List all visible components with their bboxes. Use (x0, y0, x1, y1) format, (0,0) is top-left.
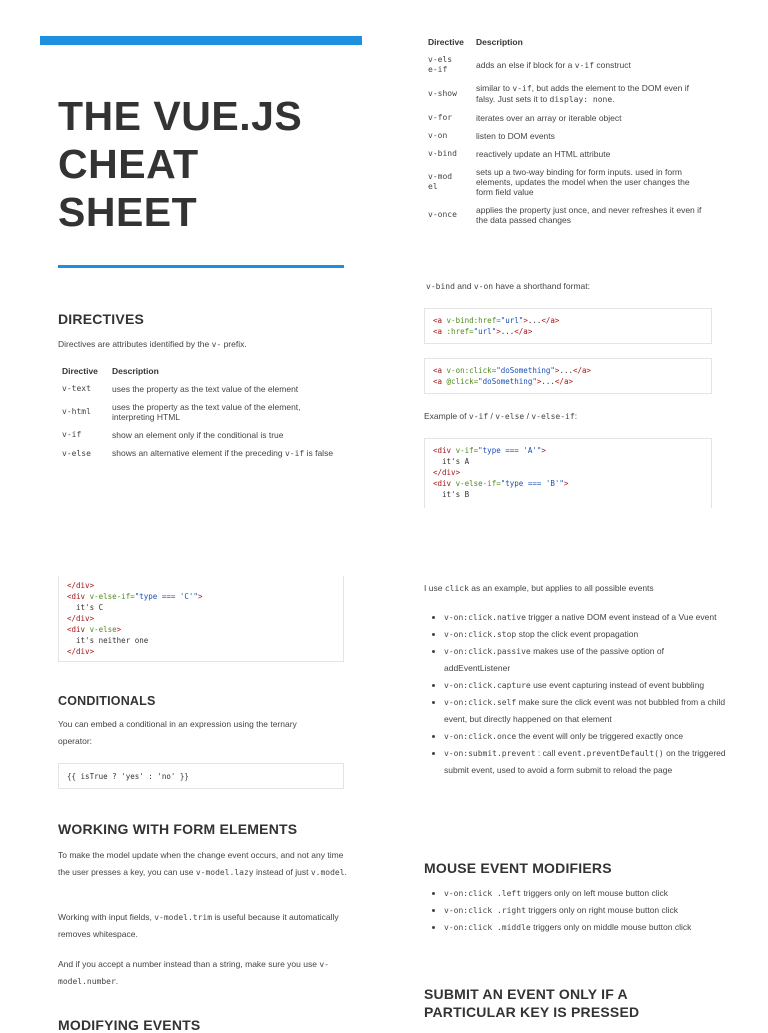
item-text: makes use of the passive option of addEventListener (444, 646, 664, 673)
item-code: v-on:click .left (444, 889, 522, 898)
item-text: trigger a native DOM event instead of a Vue event (528, 612, 717, 622)
code-line: </div> (67, 647, 95, 656)
directives-intro (58, 336, 247, 353)
directive-text: v-else-if (428, 55, 453, 74)
page-title (58, 92, 358, 236)
item-code: v-on:click .middle (444, 923, 531, 932)
item-text: the event will only be triggered exactly once (518, 731, 684, 741)
item-text: make sure the click event was not bubbled from a child event, but directly happened on that element (444, 697, 726, 724)
table-row (428, 109, 712, 127)
list-item (444, 694, 730, 728)
directive-text: v-model (428, 172, 453, 191)
desc-text-after: . (612, 94, 615, 104)
example-sep-1: / (490, 411, 493, 421)
item-code: v-on:click.capture (444, 681, 531, 690)
intro-code: v- (211, 340, 222, 349)
description-cell (112, 444, 342, 463)
code-block-on (424, 358, 712, 394)
desc-text-after: is false (306, 448, 334, 458)
code-line: it's A (433, 457, 470, 466)
title-line-3: SHEET (58, 189, 198, 235)
table-row (428, 127, 712, 145)
desc-text-after: construct (596, 59, 631, 70)
desc-text: adds an else if block for a (476, 59, 573, 70)
p1-text-after: . (344, 867, 347, 877)
desc-code: v-if (284, 449, 305, 458)
shorthand-after: have a shorthand format: (495, 281, 590, 291)
description-cell (476, 79, 712, 109)
code-block-if (424, 438, 712, 508)
list-item (444, 728, 730, 745)
description-cell: show an element only if the conditional is true (112, 430, 284, 440)
directive-cell (428, 51, 476, 79)
item-text-2: on the triggered submit event, used to avoid a form submit to reload the page (444, 748, 726, 775)
intro-text: Directives are attributes identified by the (58, 339, 210, 349)
directive-cell: v-else (62, 448, 91, 458)
p1-text-mid: instead of just (256, 867, 309, 877)
p2-text: Working with input fields, (58, 912, 152, 922)
list-item (444, 885, 730, 902)
list-item (444, 677, 730, 694)
item-code: v-on:click.passive (444, 647, 531, 656)
item-text: : call (537, 748, 556, 758)
code-line: <a :href="url">...</a> (433, 327, 533, 336)
directive-cell: v-on (428, 131, 448, 140)
list-item (444, 745, 730, 779)
code-line: it's C (67, 603, 104, 612)
table-row (62, 426, 342, 444)
event-modifiers-list (426, 609, 730, 779)
desc-code-2: display: none (549, 95, 613, 104)
table-header-row (428, 37, 712, 51)
forms-paragraph-1 (58, 847, 348, 881)
list-item (444, 626, 730, 643)
heading-line-2: PARTICULAR KEY IS PRESSED (424, 1004, 640, 1020)
directive-cell (428, 163, 476, 201)
item-code: v-on:click.native (444, 613, 526, 622)
example-code-1: v-if (468, 412, 489, 421)
heading-line-1: SUBMIT AN EVENT ONLY IF A (424, 986, 628, 1002)
table-row (428, 51, 712, 79)
directive-cell: v-text (62, 384, 91, 393)
code-line: <a @click="doSomething">...</a> (433, 377, 573, 386)
intro-text-after: prefix. (223, 339, 247, 349)
col-description: Description (112, 366, 159, 376)
item-text: stop the click event propagation (518, 629, 639, 639)
table-row (428, 163, 712, 201)
description-cell: uses the property as the text value of the element (112, 384, 299, 394)
conditionals-heading: CONDITIONALS (58, 694, 156, 708)
code-block-bind (424, 308, 712, 344)
list-item (444, 609, 730, 626)
directives-table (62, 366, 342, 463)
mouse-modifiers-heading: MOUSE EVENT MODIFIERS (424, 860, 612, 876)
directive-cell: v-once (428, 210, 457, 219)
code-line: <div v-if="type === 'A'"> (433, 446, 546, 455)
p1-code-lazy: v-model.lazy (195, 868, 254, 877)
directive-cell: v-if (62, 430, 82, 439)
item-text: triggers only on left mouse button click (523, 888, 669, 898)
item-code-2: event.preventDefault() (557, 749, 664, 758)
accent-bar-divider (58, 265, 344, 268)
table-row (62, 380, 342, 398)
code-block-ternary (58, 763, 344, 789)
code-line: </div> (433, 468, 461, 477)
item-text: use event capturing instead of event bubbling (533, 680, 705, 690)
item-text: triggers only on middle mouse button click (533, 922, 692, 932)
example-code-2: v-else (495, 412, 525, 421)
list-item (444, 919, 730, 936)
example-after: : (574, 411, 578, 421)
forms-heading: WORKING WITH FORM ELEMENTS (58, 821, 298, 837)
col-directive: Directive (428, 37, 464, 47)
code-line: <div v-else-if="type === 'B'"> (433, 479, 569, 488)
accent-bar-top (40, 36, 362, 45)
table-header-row (62, 366, 342, 380)
code-line: <a v-bind:href="url">...</a> (433, 316, 560, 325)
description-cell: reactively update an HTML attribute (476, 149, 611, 159)
p2-code-trim: v-model.trim (154, 913, 213, 922)
p1-text: To make the model update when the change event occurs, and not any time the user presses a key, you can use (58, 850, 344, 877)
directives-heading: DIRECTIVES (58, 311, 145, 327)
shorthand-code-bind: v-bind (426, 282, 455, 291)
p3-code-number: v-model.number (58, 960, 329, 986)
p2-text-after: is useful because it automatically removes whitespace. (58, 912, 339, 939)
item-code: v-on:submit.prevent (444, 749, 536, 758)
directive-cell: v-show (428, 89, 457, 98)
item-code: v-on:click .right (444, 906, 526, 915)
events-intro-after: as an example, but applies to all possible events (471, 583, 654, 593)
desc-text: similar to (476, 83, 511, 93)
events-intro-code: click (444, 584, 469, 593)
shorthand-code-on: v-on (473, 282, 494, 291)
desc-text: shows an alternative element if the preceding (112, 448, 283, 458)
list-item (444, 643, 730, 677)
shorthand-and: and (457, 281, 472, 291)
col-directive: Directive (62, 366, 98, 376)
item-code: v-on:click.stop (444, 630, 517, 639)
table-row (428, 145, 712, 163)
description-cell: listen to DOM events (476, 131, 555, 141)
events-intro (424, 580, 654, 597)
directive-cell: v-for (428, 113, 453, 122)
desc-text-mid: , but adds the element to the DOM even if falsy. Just sets it to (476, 83, 689, 104)
forms-paragraph-2 (58, 909, 348, 943)
shorthand-text (426, 278, 590, 295)
description-cell: uses the property as the text value of the element, interpreting HTML (112, 402, 301, 422)
conditionals-text: You can embed a conditional in an expression using the ternary operator: (58, 719, 297, 746)
code-line: </div> (67, 581, 95, 590)
desc-code: v-if (574, 60, 595, 70)
description-cell: iterates over an array or iterable object (476, 113, 622, 123)
col-description: Description (476, 37, 523, 47)
submit-key-heading (424, 985, 639, 1021)
description-cell (476, 51, 712, 79)
desc-code: v-if (512, 84, 532, 93)
p1-code-model: v.model (310, 868, 345, 877)
item-text: triggers only on right mouse button click (528, 905, 679, 915)
table-row (62, 444, 342, 463)
p3-text: And if you accept a number instead than a string, make sure you use (58, 959, 317, 969)
item-code: v-on:click.once (444, 732, 517, 741)
code-line: <div v-else-if="type === 'C'"> (67, 592, 203, 601)
example-before: Example of (424, 411, 467, 421)
title-line-2: CHEAT (58, 141, 199, 187)
directive-cell: v-html (62, 407, 91, 416)
example-code-3: v-else-if (531, 412, 575, 421)
example-text (424, 408, 577, 425)
table-row (62, 398, 342, 426)
modifying-events-heading-cut: MODIFYING EVENTS (58, 1017, 201, 1033)
title-line-1: THE VUE.JS (58, 93, 303, 139)
directives-table-continued (428, 37, 712, 229)
code-line: it's B (433, 490, 470, 499)
code-line: <div v-else> (67, 625, 122, 634)
code-line: <a v-on:click="doSomething">...</a> (433, 366, 592, 375)
example-sep-2: / (526, 411, 529, 421)
table-row (428, 79, 712, 109)
ternary-code: {{ isTrue ? 'yes' : 'no' }} (67, 772, 189, 781)
table-row (428, 201, 712, 229)
code-line: </div> (67, 614, 95, 623)
item-code: v-on:click.self (444, 698, 517, 707)
events-intro-text: I use (424, 583, 443, 593)
code-line: it's neither one (67, 636, 149, 645)
code-block-if-continued (58, 576, 344, 662)
description-cell: applies the property just once, and never refreshes it even if the data passed changes (476, 205, 702, 225)
p3-text-after: . (115, 976, 119, 986)
directive-cell: v-bind (428, 149, 457, 158)
mouse-modifiers-list (426, 885, 730, 936)
list-item (444, 902, 730, 919)
forms-paragraph-3 (58, 956, 348, 990)
description-cell: sets up a two-way binding for form inputs. used in form elements, updates the model when the user changes the form field value (476, 167, 690, 197)
